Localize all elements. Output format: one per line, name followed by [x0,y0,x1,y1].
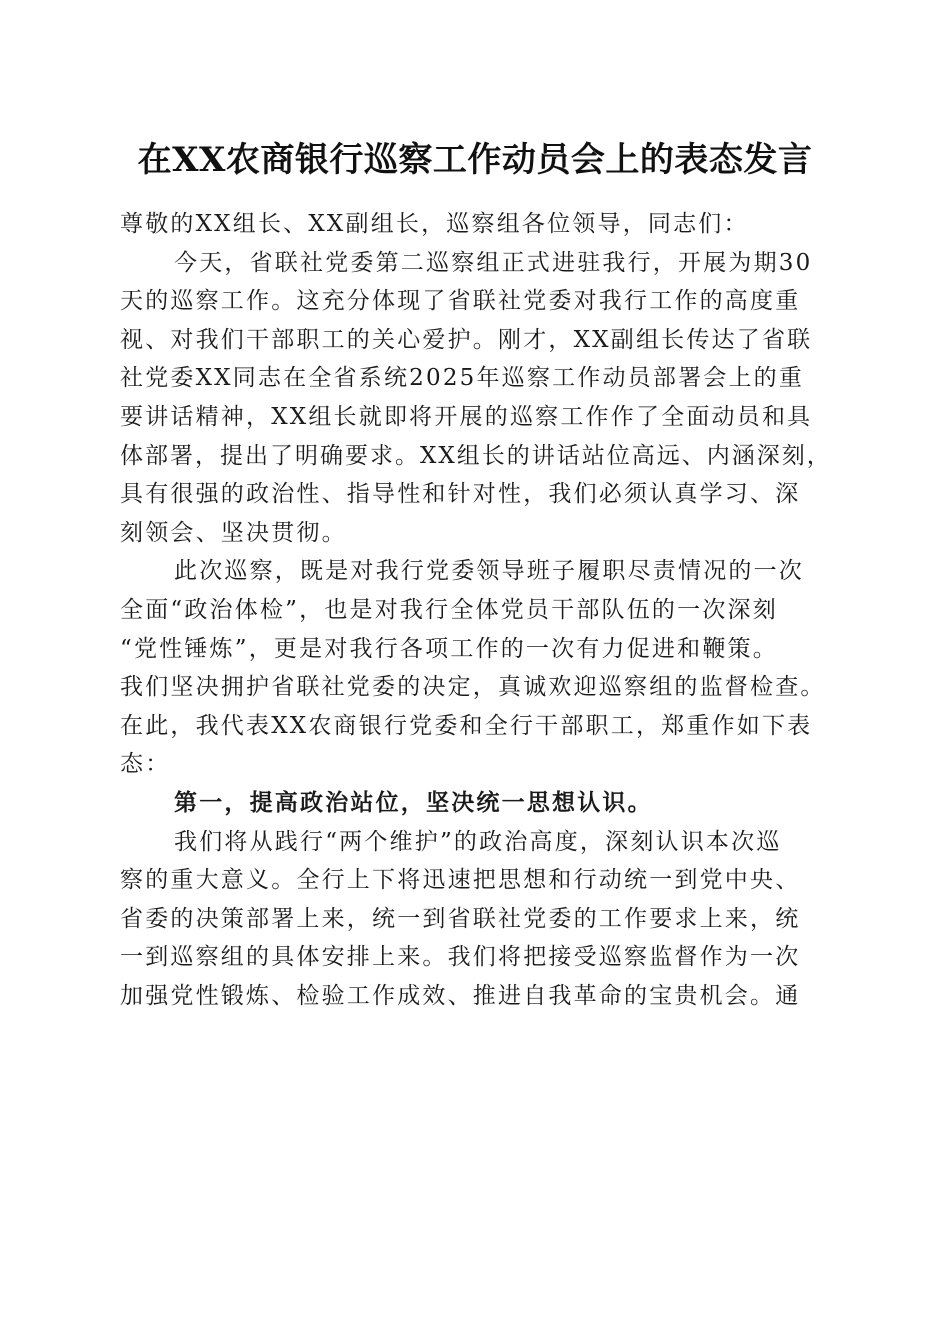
paragraph-line: 社党委XX同志在全省系统2025年巡察工作动员部署会上的重 [120,365,805,392]
paragraph-line: 要讲话精神，XX组长就即将开展的巡察工作作了全面动员和具 [120,403,813,430]
paragraph-line: 察的重大意义。全行上下将迅速把思想和行动统一到党中央、 [120,867,801,894]
paragraph-line: 态： [120,751,171,778]
paragraph-line: 全面“政治体检”，也是对我行全体党员干部队伍的一次深刻 [120,596,778,623]
paragraph-line: 天的巡察工作。这充分体现了省联社党委对我行工作的高度重 [120,288,801,315]
paragraph-line: 刻领会、坚决贯彻。 [120,519,347,546]
paragraph-line: “党性锤炼”，更是对我行各项工作的一次有力促进和鞭策。 [120,635,778,662]
paragraph-line: 视、对我们干部职工的关心爱护。刚才，XX副组长传达了省联 [120,326,813,353]
paragraph-line: 在此，我代表XX农商银行党委和全行干部职工，郑重作如下表 [120,712,813,739]
paragraph-line: 我们将从践行“两个维护”的政治高度，深刻认识本次巡 [174,828,782,855]
document-body [120,205,832,1015]
paragraph-line: 今天，省联社党委第二巡察组正式进驻我行，开展为期30 [174,249,813,276]
paragraph-line: 一到巡察组的具体安排上来。我们将把接受巡察监督作为一次 [120,944,801,971]
document-title: 在XX农商银行巡察工作动员会上的表态发言 [137,140,813,180]
paragraph-line: 尊敬的XX组长、XX副组长，巡察组各位领导，同志们： [120,211,749,237]
paragraph-line: 体部署，提出了明确要求。XX组长的讲话站位高远、内涵深刻， [120,442,832,469]
paragraph-line: 省委的决策部署上来，统一到省联社党委的工作要求上来，统 [120,905,801,932]
paragraph-line: 具有很强的政治性、指导性和针对性，我们必须认真学习、深 [120,481,801,508]
paragraph-line: 此次巡察，既是对我行党委领导班子履职尽责情况的一次 [174,558,804,585]
paragraph-line: 加强党性锻炼、检验工作成效、推进自我革命的宝贵机会。通 [120,982,801,1009]
paragraph-line: 我们坚决拥护省联社党委的决定，真诚欢迎巡察组的监督检查。 [120,674,826,701]
section-heading: 第一，提高政治站位，坚决统一思想认识。 [174,788,653,816]
